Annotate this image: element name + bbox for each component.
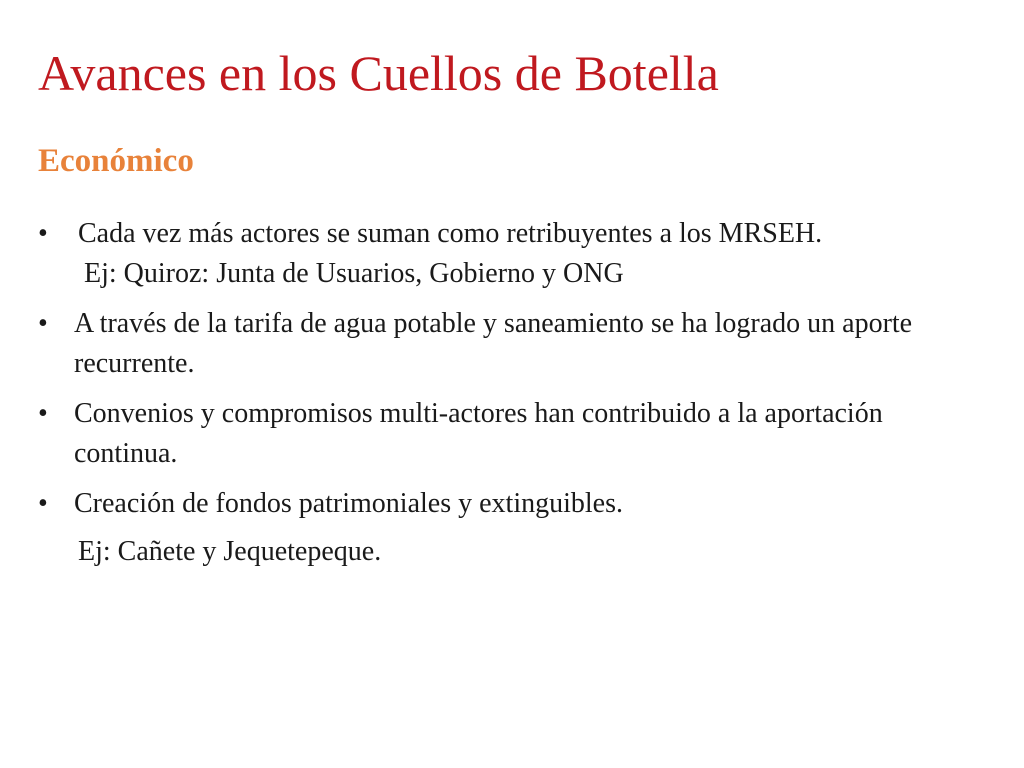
closing-example	[36, 532, 940, 572]
bullet-text: Cada vez más actores se suman como retribuyentes a los MRSEH.	[78, 218, 823, 249]
bullet-item	[36, 484, 940, 524]
slide-title: Avances en los Cuellos de Botella	[38, 45, 719, 101]
slide-subtitle: Económico	[38, 143, 194, 179]
bullet-text: Creación de fondos patrimoniales y extinguibles.	[74, 488, 623, 519]
bullet-dot-icon: •	[38, 398, 48, 429]
bullet-list	[36, 214, 940, 572]
bullet-example: Ej: Quiroz: Junta de Usuarios, Gobierno y ONG	[84, 258, 624, 289]
bullet-dot-icon: •	[38, 308, 48, 339]
bullet-dot-icon: •	[38, 488, 48, 519]
bullet-item	[36, 214, 940, 294]
bullet-text: Convenios y compromisos multi-actores han contribuido a la aportación continua.	[74, 398, 883, 469]
bullet-text: A través de la tarifa de agua potable y saneamiento se ha logrado un aporte recurrente.	[74, 308, 913, 379]
bullet-dot-icon: •	[38, 218, 48, 249]
bullet-item	[36, 304, 940, 384]
bullet-item	[36, 394, 940, 474]
closing-example-text: Ej: Cañete y Jequetepeque.	[78, 536, 382, 567]
